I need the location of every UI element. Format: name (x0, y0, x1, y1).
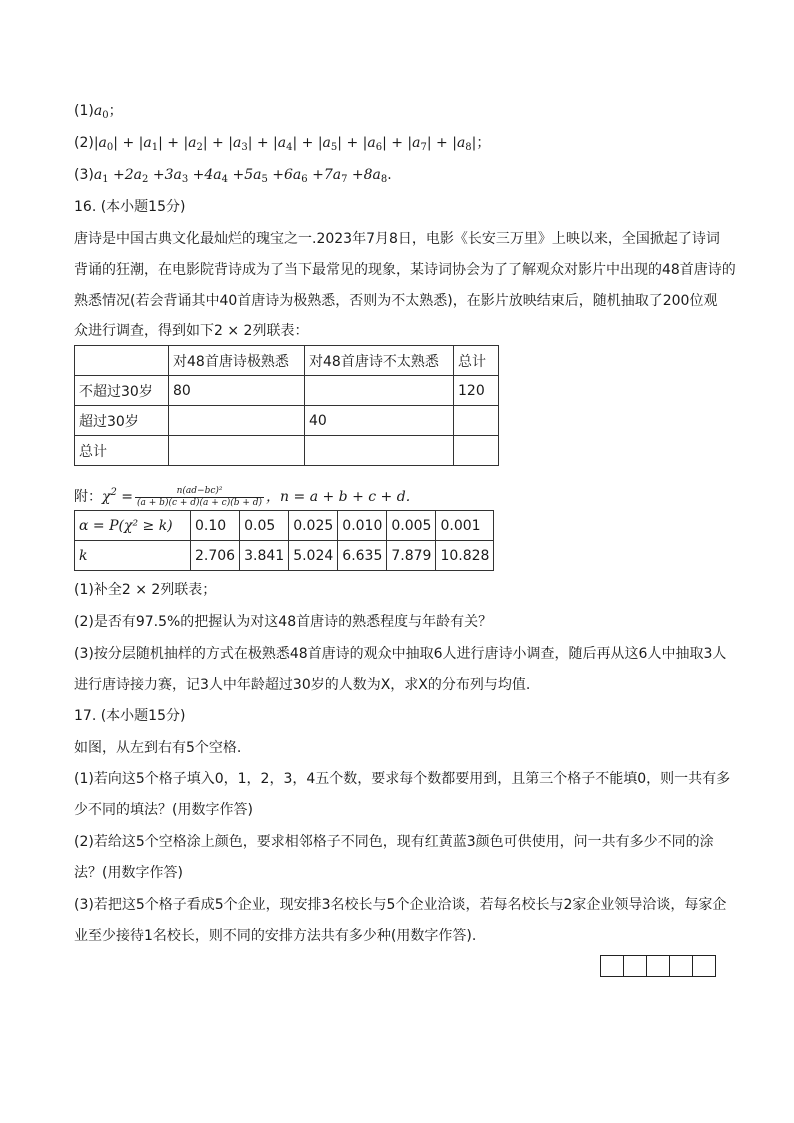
empty-box (669, 955, 693, 977)
q17-header: 17. (本小题15分) (74, 708, 186, 724)
table-row (75, 436, 499, 466)
q17-line: 少不同的填法？(用数字作答) (74, 802, 253, 818)
table-cell (169, 406, 305, 436)
empty-box (692, 955, 716, 977)
table-cell: 5.024 (289, 541, 338, 571)
q17-line: 法？(用数字作答) (74, 865, 183, 881)
table-cell (75, 346, 169, 376)
table-cell: 不超过30岁 (75, 376, 169, 406)
q16-para-line: 背诵的狂潮，在电影院背诗成为了当下最常见的现象，某诗词协会为了了解观众对影片中出现的48首唐诗的 (74, 262, 736, 278)
table-cell: 0.025 (289, 511, 338, 541)
q16-para-line: 唐诗是中国古典文化最灿烂的瑰宝之一.2023年7月8日，电影《长安三万里》上映以来，全国掀起了诗词 (74, 231, 720, 247)
contingency-table (74, 345, 499, 466)
table-cell: 超过30岁 (75, 406, 169, 436)
table-cell (169, 436, 305, 466)
q15-part1: $(1)a_0$； (74, 103, 123, 121)
table-cell: 40 (305, 406, 454, 436)
table-cell: α = P(χ² ≥ k) (75, 511, 191, 541)
table-cell: 0.010 (338, 511, 387, 541)
table-cell: 0.005 (387, 511, 436, 541)
q16-para-line: 众进行调查，得到如下2 × 2列联表： (74, 323, 309, 339)
q17-line: (3)若把这5个格子看成5个企业，现安排3名校长与5个企业洽谈，若每名校长与2家企业领导洽谈，每家企 (74, 897, 727, 913)
q16-sub-question: (1)补全2 × 2列联表； (74, 582, 217, 598)
q15-part3: $(3)a_1 +2a_2 +3a_3 +4a_4 +5a_5 +6a_6 +7a_7 +8a_8$. (74, 167, 392, 185)
table-cell: 对48首唐诗不太熟悉 (305, 346, 454, 376)
table-cell: 120 (454, 376, 499, 406)
table-cell: 10.828 (436, 541, 494, 571)
table-row (75, 406, 499, 436)
q16-sub-question: (2)是否有97.5%的把握认为对这48首唐诗的熟悉程度与年龄有关？ (74, 614, 493, 630)
empty-box (646, 955, 670, 977)
table-cell: 0.05 (240, 511, 289, 541)
q15-part2: $(2)|a_0| + |a_1| + |a_2| + |a_3| + |a_4| + |a_5| + |a_6| + |a_7| + |a_8|$； (74, 135, 491, 153)
table-row (75, 376, 499, 406)
table-cell: 80 (169, 376, 305, 406)
q16-para-line: 熟悉情况(若会背诵其中40首唐诗为极熟悉，否则为不太熟悉)，在影片放映结束后，随机抽取了200位观 (74, 293, 718, 309)
table-cell (454, 406, 499, 436)
table-cell: 6.635 (338, 541, 387, 571)
table-row (75, 511, 494, 541)
table-cell: 3.841 (240, 541, 289, 571)
table-cell: 2.706 (191, 541, 240, 571)
table-cell: 0.001 (436, 511, 494, 541)
five-empty-boxes (601, 955, 716, 977)
table-row (75, 541, 494, 571)
table-header-row (75, 346, 499, 376)
table-cell: 7.879 (387, 541, 436, 571)
table-cell (454, 436, 499, 466)
q17-line: 如图，从左到右有5个空格. (74, 740, 242, 756)
critical-value-table (74, 510, 494, 571)
empty-box (600, 955, 624, 977)
table-cell: k (75, 541, 191, 571)
q16-header: 16. (本小题15分) (74, 199, 186, 215)
q16-sub-question: (3)按分层随机抽样的方式在极熟悉48首唐诗的观众中抽取6人进行唐诗小调查，随后再从这6人中抽取3人 (74, 646, 727, 662)
q17-line: 业至少接待1名校长，则不同的安排方法共有多少种(用数字作答). (74, 928, 477, 944)
empty-box (623, 955, 647, 977)
q16-sub-question: 进行唐诗接力赛，记3人中年龄超过30岁的人数为X，求X的分布列与均值. (74, 677, 531, 693)
chi-square-formula: 附：$\chi^2$ = $\frac{\text{n(ad−bc)²}}{(a + b)(c + d)(a + c)(b + d)}$ ，n = a + b + c + d. (74, 485, 411, 508)
table-cell: 总计 (454, 346, 499, 376)
q17-line: (1)若向这5个格子填入0，1，2，3，4五个数，要求每个数都要用到，且第三个格子不能填0，则一共有多 (74, 771, 731, 787)
table-cell (305, 376, 454, 406)
table-cell (305, 436, 454, 466)
table-cell: 总计 (75, 436, 169, 466)
table-cell: 0.10 (191, 511, 240, 541)
q17-line: (2)若给这5个空格涂上颜色，要求相邻格子不同色，现有红黄蓝3颜色可供使用，问一共有多少不同的涂 (74, 834, 714, 850)
table-cell: 对48首唐诗极熟悉 (169, 346, 305, 376)
